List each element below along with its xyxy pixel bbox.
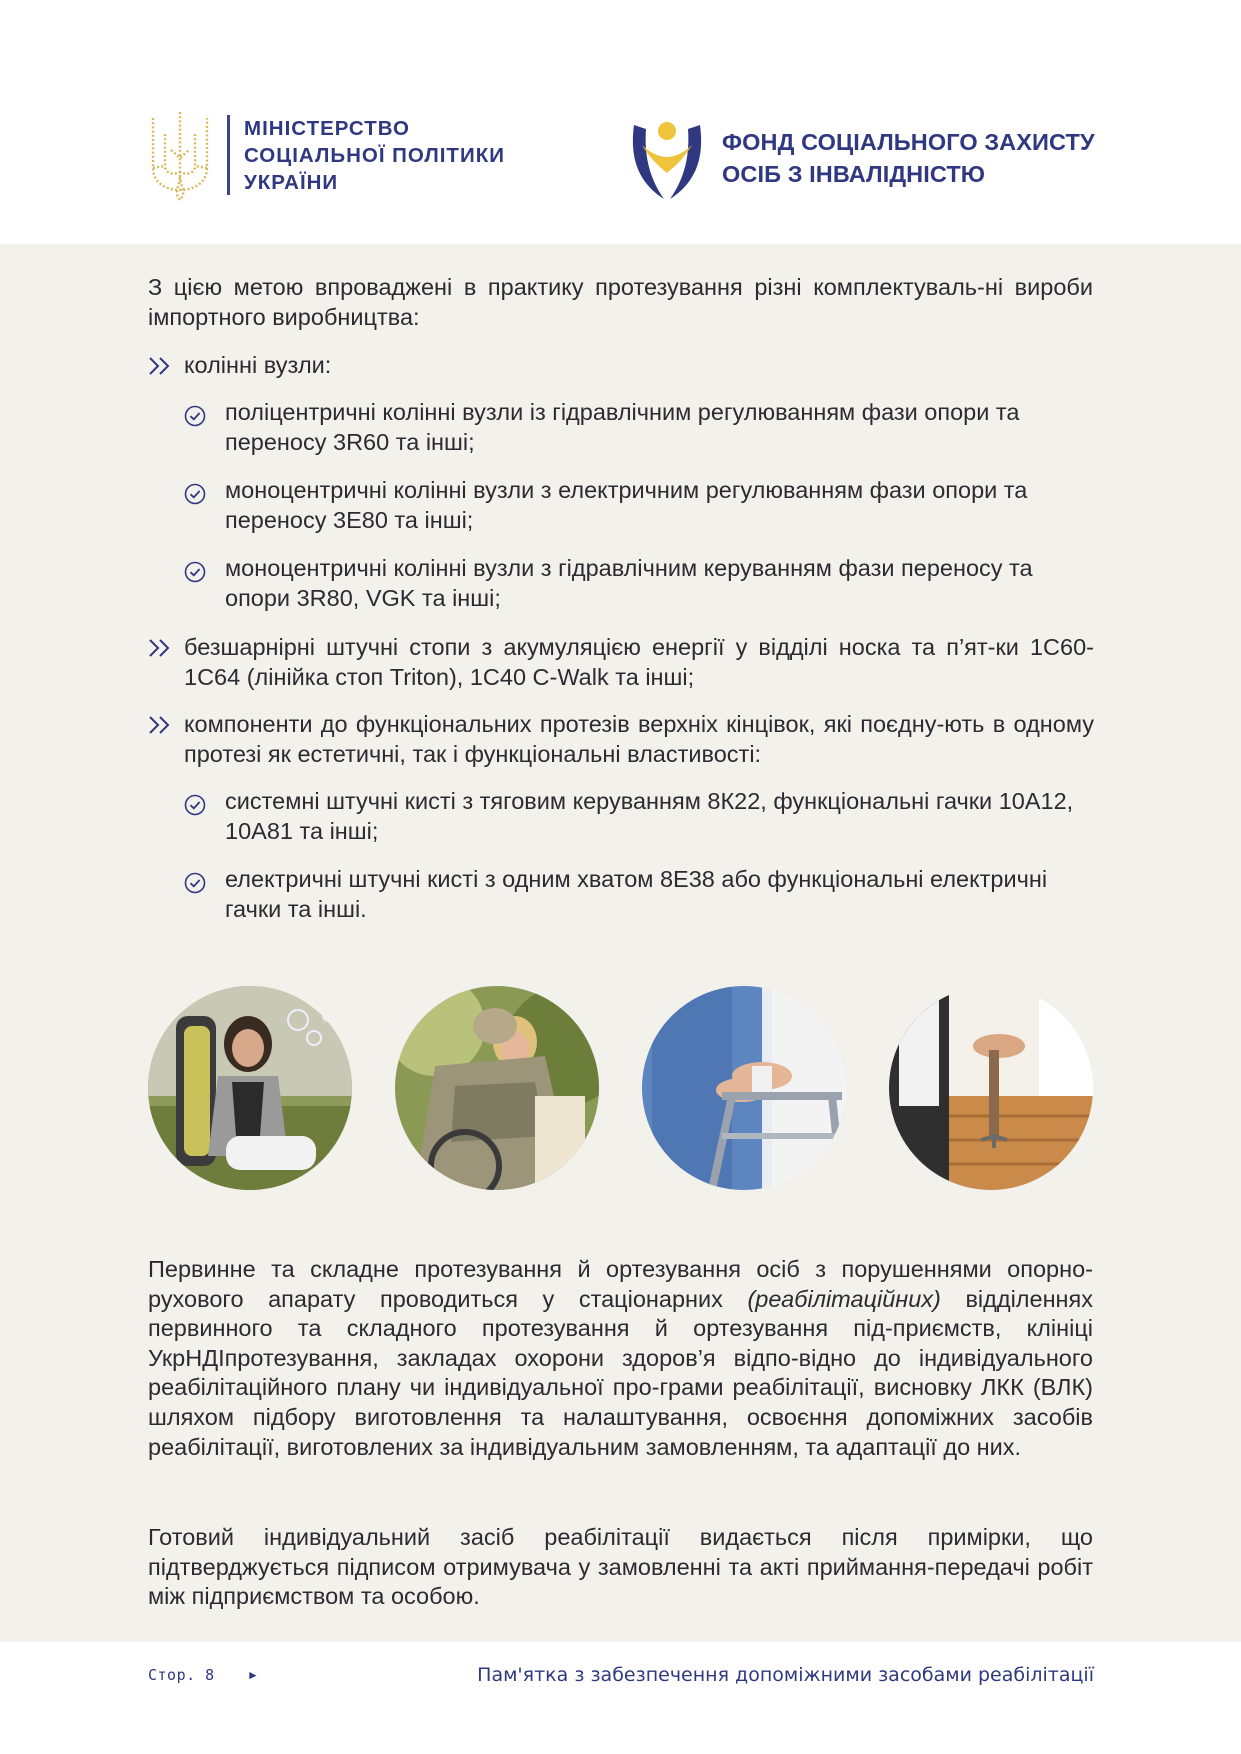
- ministry-name-line-2: СОЦІАЛЬНОЇ ПОЛІТИКИ: [244, 143, 505, 167]
- check-circle-icon: [184, 794, 206, 816]
- sub-item-knee-1: поліцентричні колінні вузли із гідравлічним регулюванням фази опори та переносу 3R60 та інші;: [225, 399, 1020, 455]
- fund-name-line-2: ОСІБ З ІНВАЛІДНІСТЮ: [722, 161, 986, 187]
- photo-soldier-hug: [395, 986, 599, 1190]
- paragraph-primary-text-end: відділеннях первинного та складного протезування й ортезування під-приємств, клініці УкрНДІпротезування, закладах охорони здоров’я відпо-відно до індивідуального реабілітаційного плану чи індивідуальної про-грами реабілітації, висновку ЛКК (ВЛК) шляхом підбору виготовлення та налаштування, освоєння допоміжних засобів реабілітації, виготовлених за індивідуальним замовленням, та адаптації до них.: [148, 1285, 1094, 1460]
- double-chevron-icon: [147, 637, 173, 659]
- trident-emblem-icon: [147, 106, 213, 204]
- list-item-knee-joints: колінні вузли:: [184, 352, 332, 378]
- ministry-name-line-1: МІНІСТЕРСТВО: [244, 116, 410, 140]
- paragraph-primary-prosthetics: [148, 1255, 1093, 1462]
- page-footer: [0, 1642, 1241, 1754]
- check-circle-icon: [184, 405, 206, 427]
- sub-item-knee-2: моноцентричні колінні вузли з електричним регулюванням фази опори та переносу 3E80 та інші;: [225, 477, 1028, 533]
- list-item-feet: безшарнірні штучні стопи з акумуляцією енергії у відділі носка та п’ят-ки 1С60-1С64 (лінійка стоп Triton), 1С40 C-Walk та інші;: [184, 634, 1094, 690]
- page-number: Стор. 8: [148, 1666, 215, 1684]
- sub-item-knee-3: моноцентричні колінні вузли з гідравлічним керуванням фази переносу та опори 3R80, VGK та інші;: [225, 555, 1033, 611]
- photo-child-wheelchair: [148, 986, 352, 1190]
- ministry-name-line-3: УКРАЇНИ: [244, 170, 339, 194]
- fund-name-line-1: ФОНД СОЦІАЛЬНОГО ЗАХИСТУ: [722, 129, 1095, 155]
- ministry-logo: [147, 106, 505, 204]
- sub-item-upper-1: системні штучні кисті з тяговим керуванням 8К22, функціональні гачки 10А12, 10А81 та інші;: [225, 788, 1074, 844]
- check-circle-icon: [184, 483, 206, 505]
- caring-hands-icon: [628, 115, 706, 201]
- document-title: Пам'ятка з забезпечення допоміжними засобами реабілітації: [477, 1664, 1094, 1686]
- paragraph-primary-italic: (реабілітаційних): [747, 1285, 941, 1312]
- check-circle-icon: [184, 872, 206, 894]
- fund-name: [722, 126, 1095, 190]
- double-chevron-icon: [147, 355, 173, 377]
- next-arrow-icon: ►: [247, 1668, 259, 1682]
- check-circle-icon: [184, 561, 206, 583]
- sub-item-upper-2: електричні штучні кисті з одним хватом 8Е38 або функціональні електричні гачки та інші.: [225, 866, 1048, 922]
- list-item-upper-limb: компоненти до функціональних протезів верхніх кінцівок, які поєдну-ють в одному протезі як естетичні, так і функціональні властивості:: [184, 711, 1094, 767]
- fund-logo: [628, 115, 1095, 201]
- double-chevron-icon: [147, 714, 173, 736]
- photo-walker-assist: [642, 986, 846, 1190]
- photo-cane-stairs: [889, 986, 1093, 1190]
- paragraph-issuance: Готовий індивідуальний засіб реабілітації видається після примірки, що підтверджується підписом отримувача у замовленні та акті приймання-передачі робіт між підприємством та особою.: [148, 1524, 1093, 1610]
- intro-text: З цією метою впроваджені в практику протезування різні комплектуваль-ні вироби імпортного виробництва:: [148, 274, 1093, 330]
- ministry-divider: [227, 115, 230, 195]
- page-header: [0, 0, 1241, 244]
- ministry-name: [244, 115, 505, 196]
- paragraph-primary-text-start: Первинне та складне протезування й ортезування осіб з порушеннями опорно-рухового апарату проводиться у стаціонарних: [148, 1256, 1093, 1312]
